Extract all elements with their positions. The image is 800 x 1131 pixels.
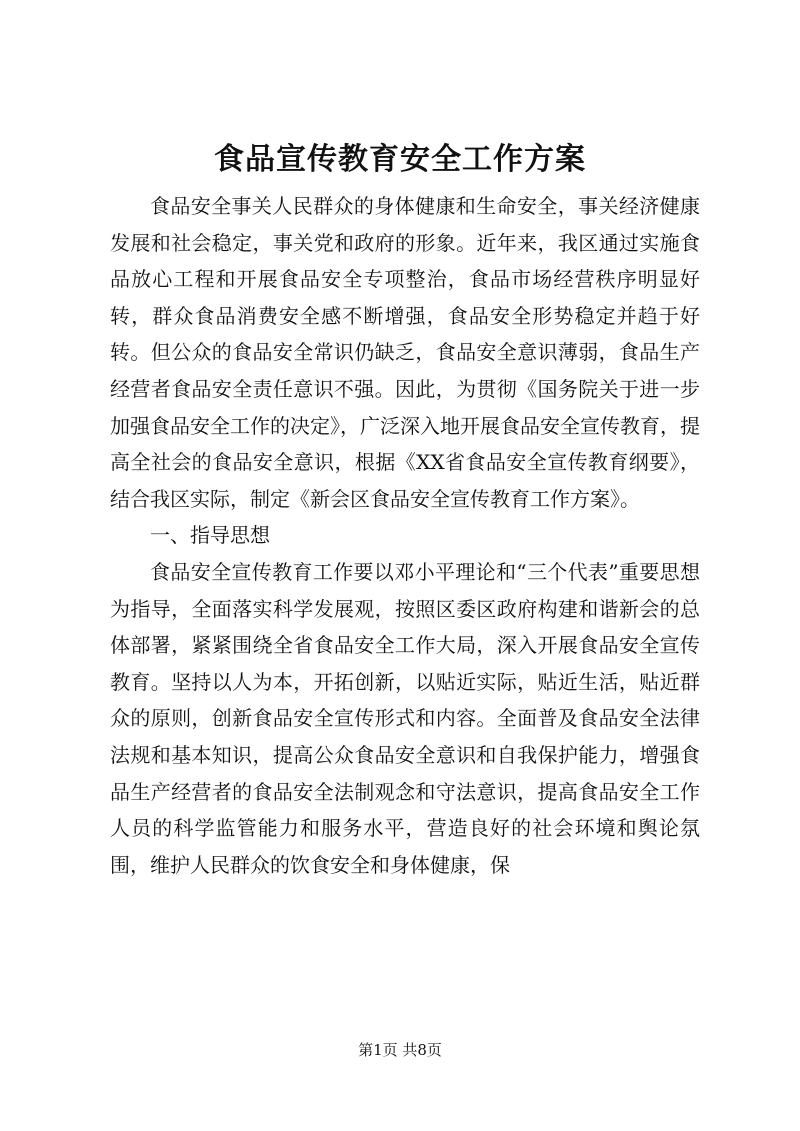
section-heading-guiding-ideology: 一、指导思想 [150,523,270,548]
page-indicator: 第1页 共8页 [358,1041,442,1059]
document-title: 食品宣传教育安全工作方案 [214,142,586,177]
document-body [110,188,700,883]
paragraph-intro: 食品安全事关人民群众的身体健康和生命安全，事关经济健康发展和社会稳定，事关党和政府的形象。近年来，我区通过实施食品放心工程和开展食品安全专项整治，食品市场经营秩序明显好转，群众食品消费安全感不断增强，食品安全形势稳定并趋于好转。但公众的食品安全常识仍缺乏，食品安全意识薄弱，食品生产经营者食品安全责任意识不强。因此，为贯彻《国务院关于进一步加强食品安全工作的决定》，广泛深入地开展食品安全宣传教育，提高全社会的食品安全意识，根据《XX省食品安全宣传教育纲要》，结合我区实际，制定《新会区食品安全宣传教育工作方案》。 [110,194,700,511]
paragraph-guiding-ideology: 食品安全宣传教育工作要以邓小平理论和“三个代表”重要思想为指导，全面落实科学发展观，按照区委区政府构建和谐新会的总体部署，紧紧围绕全省食品安全工作大局，深入开展食品安全宣传教育。坚持以人为本，开拓创新，以贴近实际，贴近生活，贴近群众的原则，创新食品安全宣传形式和内容。全面普及食品安全法律法规和基本知识，提高公众食品安全意识和自我保护能力，增强食品生产经营者的食品安全法制观念和守法意识，提高食品安全工作人员的科学监管能力和服务水平，营造良好的社会环境和舆论氛围，维护人民群众的饮食安全和身体健康，保 [110,559,700,877]
